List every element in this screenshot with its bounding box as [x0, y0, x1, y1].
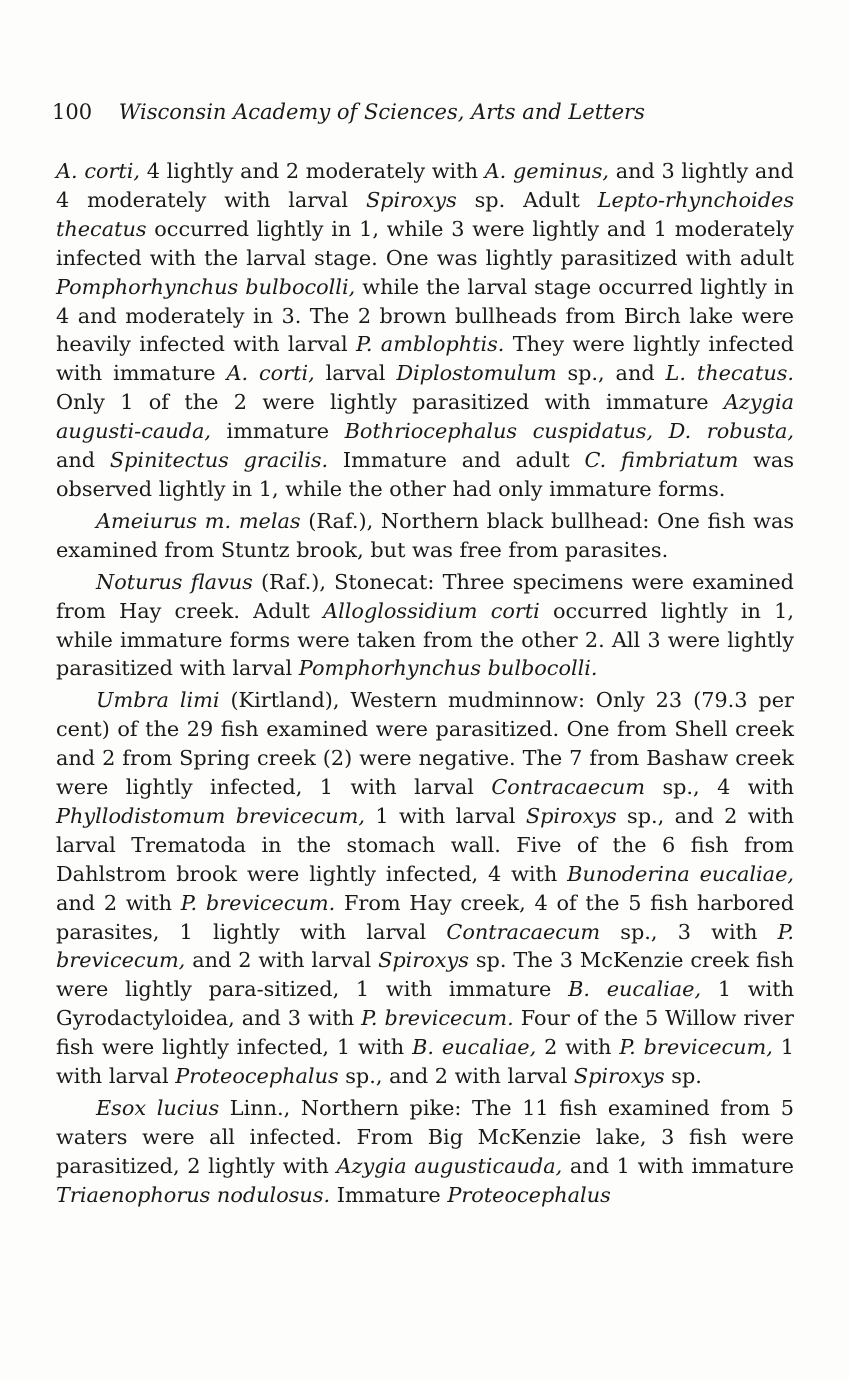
text-run: while the larval stage occurred lightly in 4 and moderately in 3. The 2 brown bullheads from Birch lake were heavily infected with larval [56, 274, 794, 357]
italic-term: P. brevicecum. [180, 890, 336, 915]
text-run: sp. The 3 McKenzie creek fish were lightly para-sitized, 1 with immature [56, 948, 794, 1002]
italic-term: Spiroxys [365, 187, 457, 212]
italic-term: Spiroxys [525, 803, 617, 828]
text-run: Only 1 of the 2 were lightly parasitized with immature [56, 390, 724, 415]
running-head [52, 98, 792, 126]
text-run: (Raf.), Stonecat: Three specimens were examined from Hay creek. Adult [56, 569, 794, 623]
italic-term: Noturus flavus [96, 569, 253, 594]
italic-term: B. eucaliae, [568, 977, 702, 1002]
italic-term: Triaenophorus nodulosus. [56, 1182, 331, 1207]
italic-term: Proteocephalus [175, 1064, 339, 1089]
italic-term: B. eucaliae, [412, 1035, 537, 1060]
text-run: immature [210, 419, 345, 444]
text-run: 1 with larval [56, 1035, 795, 1089]
italic-term: A. corti, [56, 159, 141, 183]
italic-term: Contracaecum [491, 775, 645, 800]
italic-term: P. brevicecum, [56, 919, 794, 973]
paragraph-mudminnow [56, 686, 794, 1091]
body-text [56, 157, 794, 1213]
italic-term: Pomphorhynchus bulbocolli, [56, 274, 356, 299]
text-run: They were lightly infected with immature [56, 332, 794, 386]
italic-term: P. brevicecum, [619, 1035, 773, 1060]
paragraph-stonecat [56, 568, 794, 684]
italic-term: Bunoderina eucaliae, [567, 861, 794, 886]
italic-term: Spiroxys [378, 948, 469, 973]
italic-term: Pomphorhynchus bulbocolli. [298, 656, 598, 681]
text-run: and 2 with larval [185, 948, 379, 973]
text-run: 2 with [536, 1035, 620, 1060]
text-run: From Hay creek, 4 of the 5 fish harbored parasites, 1 lightly with larval [56, 890, 795, 944]
text-run: Immature [330, 1182, 448, 1207]
text-run: and 1 with immature [562, 1153, 794, 1178]
paragraph-black-bullhead [56, 507, 794, 565]
text-run: 1 with larval [365, 803, 526, 828]
text-run: (Raf.), Northern black bullhead: One fish was examined from Stuntz brook, but was free from parasites. [56, 508, 795, 562]
italic-term: Azygia augusti-cauda, [56, 390, 794, 444]
text-run: was observed lightly in 1, while the other had only immature forms. [56, 448, 794, 501]
text-run: Four of the 5 Willow river fish were lightly infected, 1 with [56, 1006, 795, 1060]
italic-term: Phyllodistomum brevicecum, [56, 803, 365, 828]
text-run: larval [314, 361, 397, 386]
italic-term: Ameiurus m. melas [96, 508, 301, 533]
italic-term: L. thecatus. [665, 361, 794, 386]
italic-term: A. corti, [226, 361, 315, 386]
paragraph-northern-pike [56, 1094, 794, 1210]
italic-term: Spiroxys [573, 1064, 665, 1089]
text-run: and [56, 448, 110, 473]
italic-term: Bothriocephalus cuspidatus, D. robusta, [344, 419, 794, 444]
italic-term: Diplostomulum [396, 361, 557, 386]
text-run: occurred lightly in 1, while 3 were lightly and 1 moderately infected with the larval stage. One was lightly parasitized with adult [56, 216, 794, 270]
text-run: occurred lightly in 1, while immature forms were taken from the other 2. All 3 were lightly parasitized with larval [56, 598, 794, 681]
text-run: sp., and [556, 361, 666, 386]
italic-term: P. brevicecum. [361, 1006, 514, 1031]
italic-term: C. fimbriatum [584, 448, 739, 473]
italic-term: Azygia augusticauda, [336, 1153, 563, 1178]
italic-term: Umbra limi [96, 688, 220, 713]
text-run: (Kirtland), Western mudminnow: Only 23 (79.3 per cent) of the 29 fish examined were parasitized. One from Shell creek and 2 from Spring creek (2) were negative. The 7 from Bashaw creek were lightly infected, 1 with larval [56, 688, 794, 800]
journal-title: Wisconsin Academy of Sciences, Arts and Letters [118, 100, 645, 124]
italic-term: Lepto-rhynchoides thecatus [56, 187, 794, 241]
text-run: sp., and 2 with larval Trematoda in the stomach wall. Five of the 6 fish from Dahlstrom brook were lightly infected, 4 with [56, 803, 794, 886]
italic-term: A. geminus, [484, 159, 610, 183]
text-run: sp., 4 with [645, 775, 794, 800]
italic-term: Proteocephalus [447, 1182, 611, 1207]
italic-term: P. amblophtis. [356, 332, 505, 357]
paragraph-continued-bullhead [56, 157, 794, 504]
page-number: 100 [52, 100, 93, 124]
text-run: sp., and 2 with larval [338, 1064, 574, 1089]
italic-term: Contracaecum [446, 919, 601, 944]
text-run: sp., 3 with [600, 919, 778, 944]
italic-term: Esox lucius [96, 1096, 220, 1120]
text-run: Immature and adult [328, 448, 585, 473]
text-run: 4 lightly and 2 moderately with [140, 159, 485, 183]
text-run: sp. [664, 1064, 702, 1089]
text-run: 1 with Gyrodactyloidea, and 3 with [56, 977, 794, 1031]
text-run: Linn., Northern pike: The 11 fish examined from 5 waters were all infected. From Big McKenzie lake, 3 fish were parasitized, 2 lightly with [56, 1096, 794, 1178]
text-run: and 3 lightly and 4 moderately with larval [56, 159, 794, 212]
italic-term: Alloglossidium corti [323, 598, 540, 623]
text-run: and 2 with [56, 890, 181, 915]
italic-term: Spinitectus gracilis. [109, 448, 329, 473]
text-run: sp. Adult [456, 187, 598, 212]
